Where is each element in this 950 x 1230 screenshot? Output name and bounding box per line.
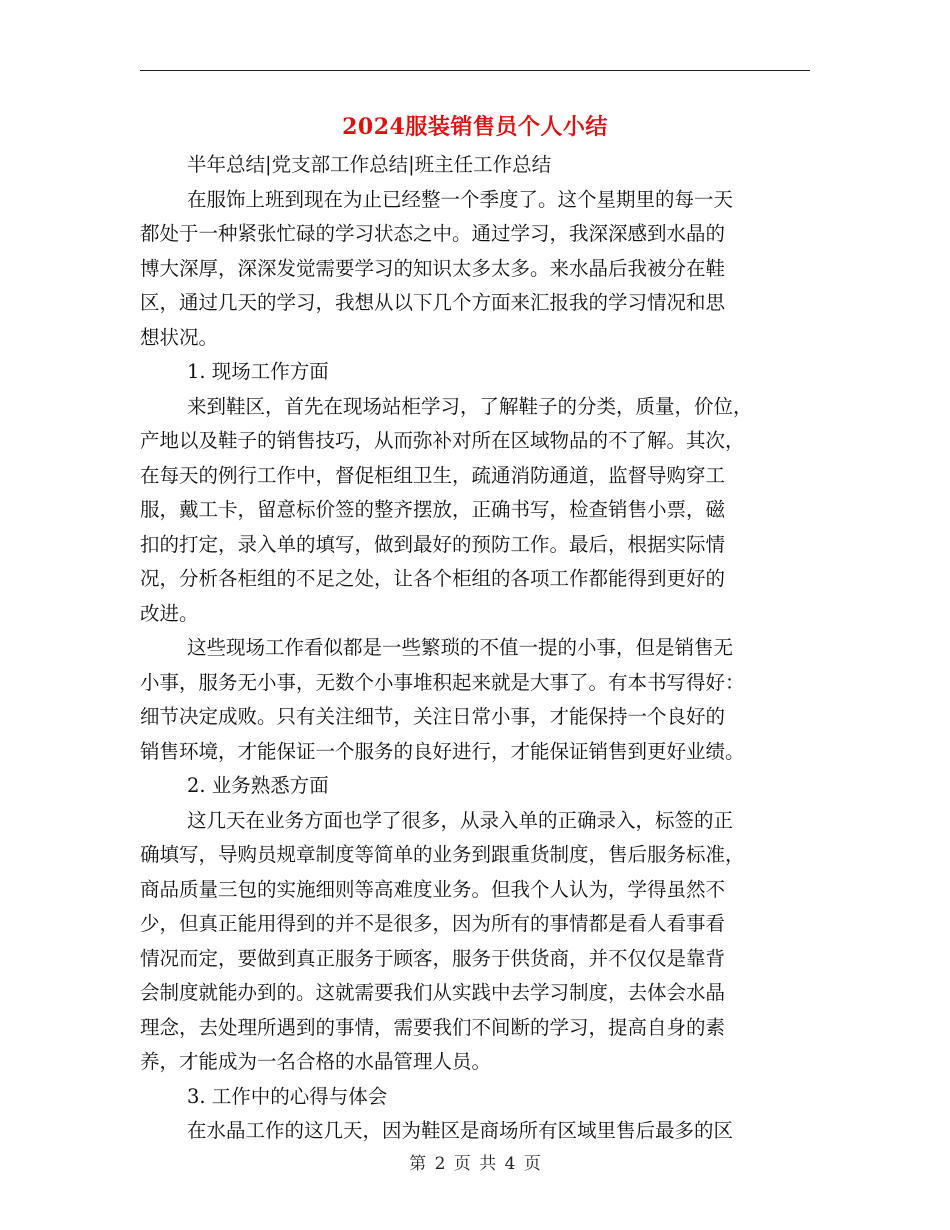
body-line: 情况而定，要做到真正服务于顾客，服务于供货商，并不仅仅是靠背 [140, 946, 726, 970]
body-line: 确填写，导购员规章制度等简单的业务到跟重货制度，售后服务标准， [140, 843, 745, 866]
body-line: 博大深厚，深深发觉需要学习的知识太多太多。来水晶后我被分在鞋 [140, 256, 726, 280]
body-line: 在水晶工作的这几天，因为鞋区是商场所有区域里售后最多的区 [187, 1119, 734, 1142]
body-line: 都处于一种紧张忙碌的学习状态之中。通过学习，我深深感到水晶的 [140, 222, 726, 245]
body-line: 养，才能成为一名合格的水晶管理人员。 [140, 1050, 492, 1073]
body-line: 产地以及鞋子的销售技巧，从而弥补对所在区域物品的不了解。其次， [140, 429, 745, 452]
body-line: 销售环境，才能保证一个服务的良好进行，才能保证销售到更好业绩。 [140, 739, 745, 763]
body-line: 商品质量三包的实施细则等高难度业务。但我个人认为，学得虽然不 [140, 877, 726, 901]
body-line: 这些现场工作看似都是一些繁琐的不值一提的小事，但是销售无 [187, 636, 734, 659]
body-line: 扣的打定，录入单的填写，做到最好的预防工作。最后，根据实际情 [140, 532, 726, 556]
page-number-footer: 第 2 页 共 4 页 [409, 1154, 541, 1174]
body-line: 少，但真正能用得到的并不是很多，因为所有的事情都是看人看事看 [140, 912, 726, 935]
body-line: 3. 工作中的心得与体会 [187, 1084, 388, 1108]
header-rule [140, 70, 810, 71]
body-line: 理念，去处理所遇到的事情，需要我们不间断的学习，提高自身的素 [140, 1015, 726, 1039]
body-line: 这几天在业务方面也学了很多，从录入单的正确录入，标签的正 [187, 808, 734, 832]
body-line: 半年总结|党支部工作总结|班主任工作总结 [187, 153, 552, 176]
body-line: 细节决定成败。只有关注细节，关注日常小事，才能保持一个良好的 [140, 705, 726, 728]
body-line: 况，分析各柜组的不足之处，让各个柜组的各项工作都能得到更好的 [140, 567, 726, 590]
body-line: 小事，服务无小事，无数个小事堆积起来就是大事了。有本书写得好： [140, 670, 745, 694]
document-body [140, 148, 810, 1149]
body-line: 在服饰上班到现在为止已经整一个季度了。这个星期里的每一天 [187, 187, 734, 211]
body-line: 服，戴工卡，留意标价签的整齐摆放，正确书写，检查销售小票，磁 [140, 498, 726, 521]
body-line: 区，通过几天的学习，我想从以下几个方面来汇报我的学习情况和思 [140, 291, 726, 314]
body-line: 来到鞋区，首先在现场站柜学习，了解鞋子的分类，质量，价位， [187, 394, 753, 418]
body-line: 2. 业务熟悉方面 [187, 774, 329, 797]
document-title: 2024服装销售员个人小结 [342, 114, 608, 140]
body-line: 改进。 [140, 601, 199, 625]
body-line: 在每天的例行工作中，督促柜组卫生，疏通消防通道，监督导购穿工 [140, 463, 726, 487]
body-line: 1. 现场工作方面 [187, 360, 329, 383]
body-line: 会制度就能办到的。这就需要我们从实践中去学习制度，去体会水晶 [140, 981, 726, 1004]
body-line: 想状况。 [140, 325, 219, 349]
